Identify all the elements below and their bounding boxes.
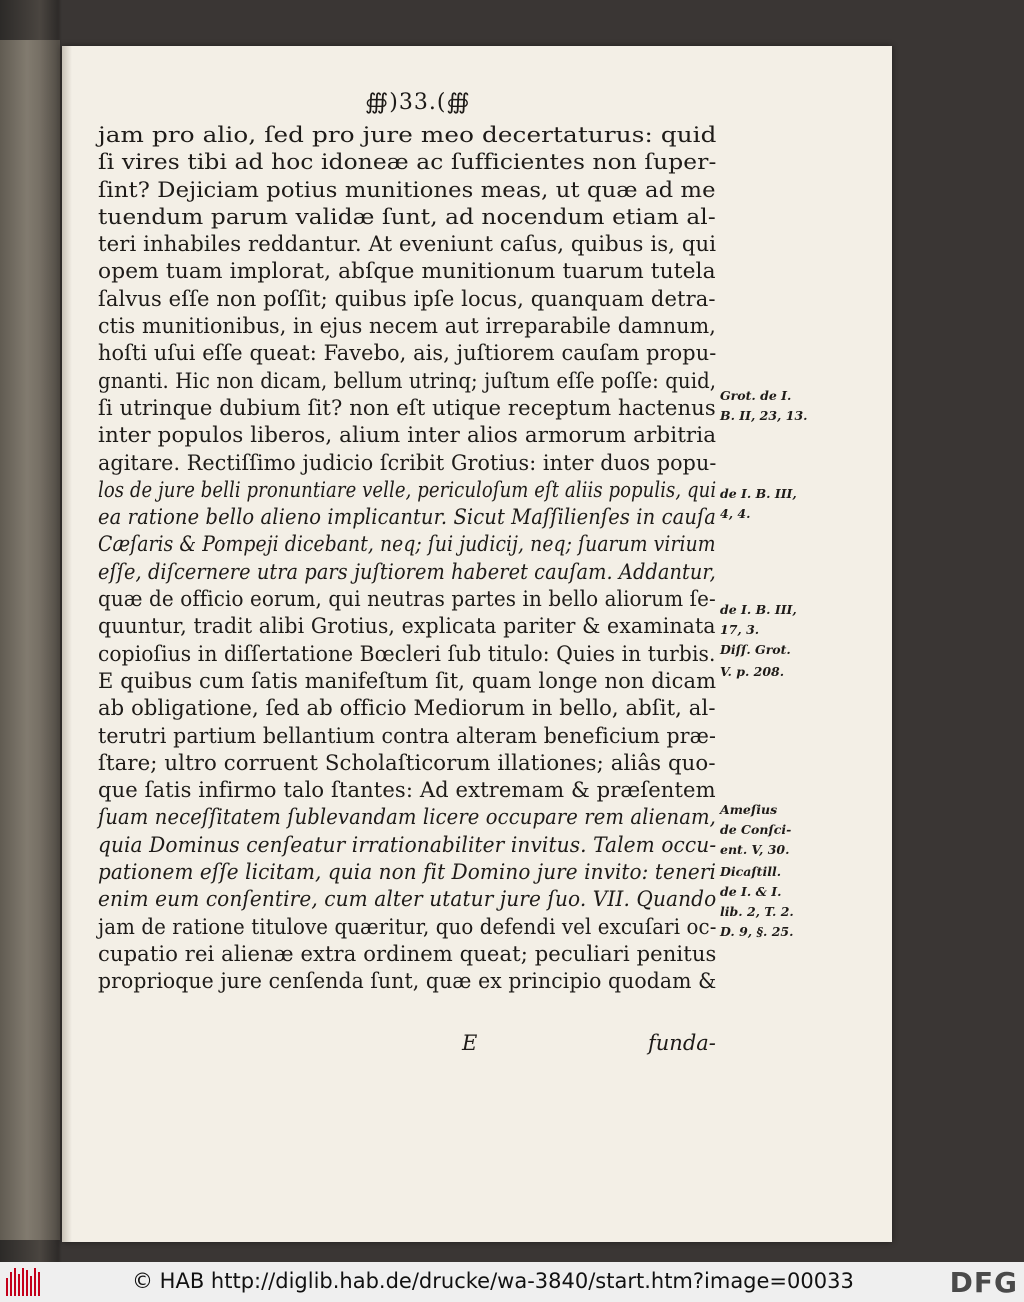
- text-line: quuntur, tradit alibi Grotius, explicata pariter & examinata: [98, 614, 716, 639]
- marginal-note: Diſſ. Grot.: [720, 642, 791, 657]
- text-line: tuendum parum validæ ſunt, ad nocendum etiam al-: [98, 204, 716, 229]
- text-line: ſint? Dejiciam potius munitiones meas, ut quæ ad me: [98, 177, 716, 202]
- marginal-note: de Conſci-: [720, 822, 792, 837]
- marginal-note: Grot. de I.: [720, 388, 792, 403]
- text-line: ſtare; ultro corruent Scholaſticorum illationes; aliâs quo-: [98, 750, 716, 775]
- previous-page-edge: [0, 40, 60, 1240]
- marginal-note: 4, 4.: [720, 506, 751, 521]
- text-line: opem tuam implorat, abſque munitionum tuarum tutela: [98, 259, 716, 284]
- viewer-footer: [0, 1262, 1024, 1302]
- text-line: ſi utrinque dubium ſit? non eſt utique receptum hactenus: [98, 395, 716, 420]
- page-number-header: ∰)33.(∰: [365, 90, 471, 115]
- text-line: inter populos liberos, alium inter alios armorum arbitria: [98, 423, 717, 448]
- marginal-note: ent. V, 30.: [720, 842, 790, 857]
- text-line: teri inhabiles reddantur. At eveniunt caſus, quibus is, qui: [98, 232, 717, 257]
- text-line: ſuam neceſſitatem ſublevandam licere occupare rem alienam,: [98, 805, 716, 830]
- signature-mark: E: [462, 1031, 478, 1055]
- marginal-note: Ameſius: [720, 802, 778, 817]
- text-line: E quibus cum ſatis manifeſtum ſit, quam longe non dicam: [98, 668, 717, 693]
- marginal-note: lib. 2, T. 2.: [720, 904, 794, 919]
- text-line: Cæſaris & Pompeji dicebant, neq; ſui judicij, neq; ſuarum virium: [98, 532, 716, 557]
- text-line: copioſius in diſſertatione Bœcleri ſub titulo: Quies in turbis.: [98, 641, 716, 666]
- text-line: enim eum conſentire, cum alter utatur jure ſuo. VII. Quando: [98, 887, 717, 912]
- copyright-link[interactable]: © HAB http://diglib.hab.de/drucke/wa-3840/start.htm?image=00033: [132, 1269, 854, 1293]
- dfg-logo: DFG: [949, 1266, 1018, 1299]
- text-line: eſſe, diſcernere utra pars juſtiorem haberet cauſam. Addantur,: [98, 559, 716, 584]
- text-line: cupatio rei alienæ extra ordinem queat; peculiari penitus: [98, 941, 717, 966]
- marginal-note: de I. & I.: [720, 884, 782, 899]
- text-line: ab obligatione, ſed ab officio Mediorum in bello, abſit, al-: [98, 696, 716, 721]
- text-line: jam pro alio, ſed pro jure meo decertaturus: quid: [98, 123, 717, 147]
- text-line: quia Dominus cenſeatur irrationabiliter invitus. Talem occu-: [98, 832, 717, 857]
- text-line: gnanti. Hic non dicam, bellum utrinq; juſtum eſſe poſſe: quid,: [98, 368, 717, 393]
- page-gutter-shadow: [62, 46, 72, 1242]
- text-line: jam de ratione titulove quæritur, quo defendi vel excuſari oc-: [98, 914, 717, 939]
- text-line: ſalvus eſſe non poſſit; quibus ipſe locus, quanquam detra-: [98, 286, 716, 311]
- text-line: ea ratione bello alieno implicantur. Sicut Maſſilienſes in cauſa: [98, 505, 717, 530]
- marginal-note: D. 9, §. 25.: [720, 924, 794, 939]
- text-line: pationem eſſe licitam, quia non fit Domino jure invito: teneri: [98, 860, 716, 885]
- marginal-note: de I. B. III,: [720, 602, 797, 617]
- marginal-note: 17, 3.: [720, 622, 760, 637]
- text-line: hoſti uſui eſſe queat: Favebo, ais, juſtiorem cauſam propu-: [98, 341, 717, 366]
- marginal-note: de I. B. III,: [720, 486, 797, 501]
- text-line: terutri partium bellantium contra alteram beneficium præ-: [98, 723, 716, 748]
- text-line: ſi vires tibi ad hoc idoneæ ac ſufficientes non ſuper-: [98, 150, 717, 175]
- marginal-note: Dicaſtill.: [720, 864, 782, 879]
- text-line: quæ de officio eorum, qui neutras partes in bello aliorum ſe-: [98, 587, 716, 612]
- body-text: [98, 122, 716, 996]
- text-line: agitare. Rectiſſimo judicio ſcribit Grotius: inter duos popu-: [98, 450, 717, 475]
- hab-barcode-logo-icon: [6, 1268, 42, 1296]
- text-line: que ſatis infirmo talo ſtantes: Ad extremam & præſentem: [98, 778, 716, 803]
- text-line: proprioque jure cenſenda ſunt, quæ ex principio quodam &: [98, 969, 717, 994]
- catchword: funda-: [648, 1031, 716, 1055]
- text-line: los de jure belli pronuntiare velle, periculoſum eſt aliis populis, qui: [98, 477, 717, 502]
- text-line: ctis munitionibus, in ejus necem aut irreparabile damnum,: [98, 314, 716, 339]
- marginal-note: V. p. 208.: [720, 664, 785, 679]
- marginal-note: B. II, 23, 13.: [720, 408, 808, 423]
